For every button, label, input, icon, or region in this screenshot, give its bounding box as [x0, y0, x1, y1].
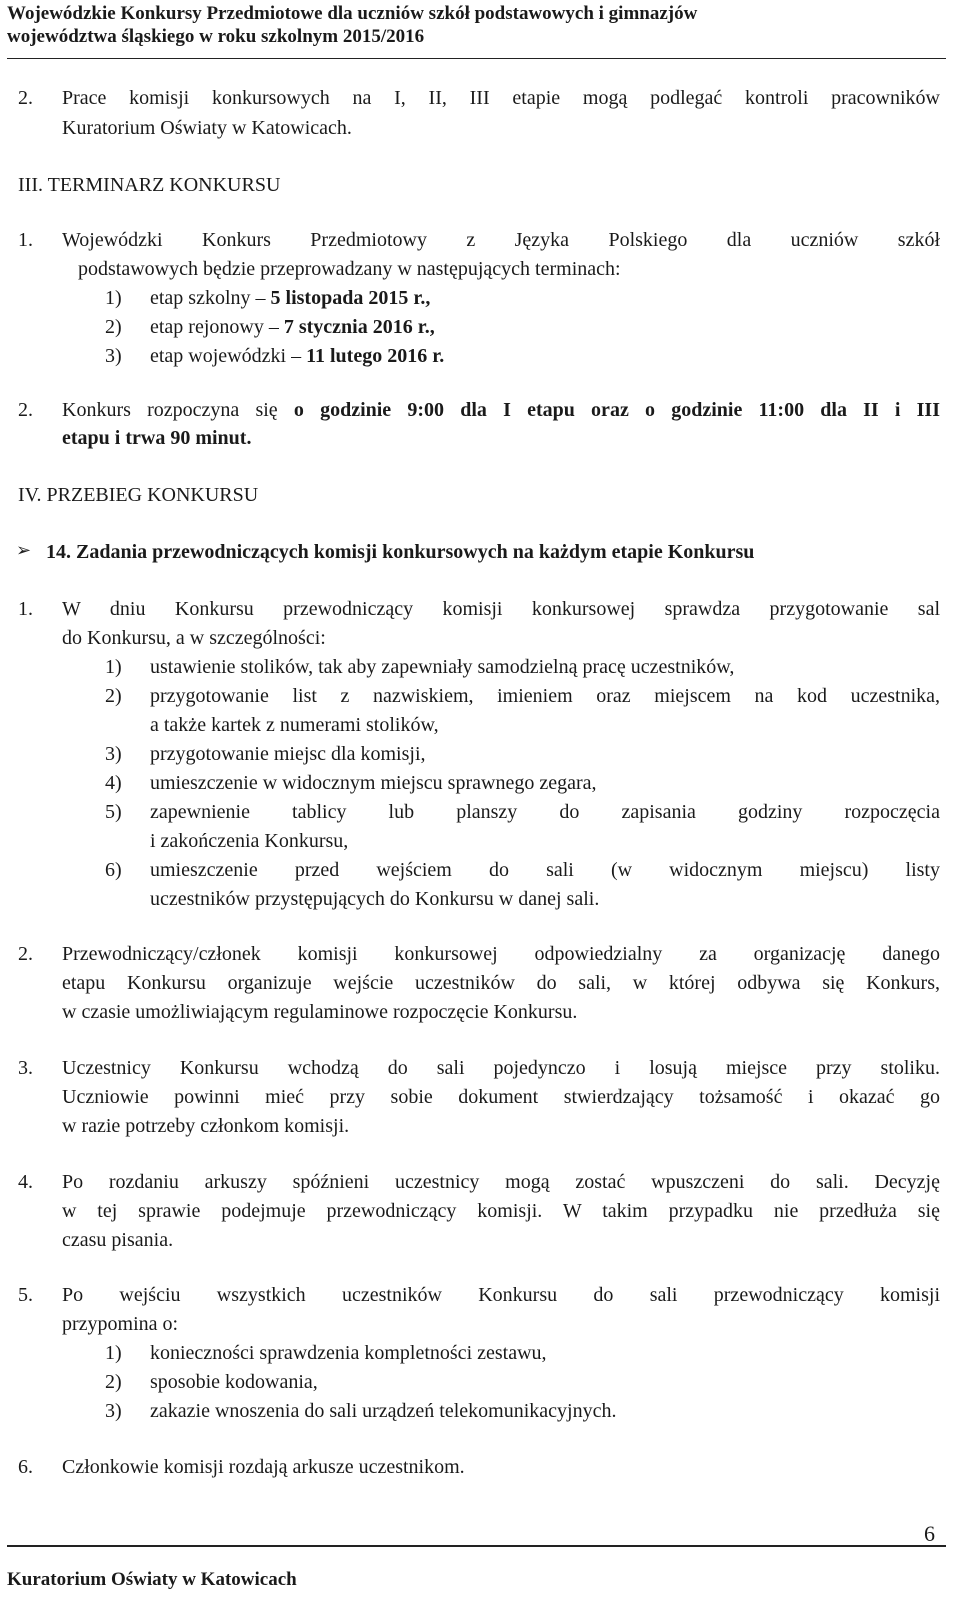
z5-item3-number: 3): [105, 1400, 122, 1422]
footer-organization: Kuratorium Oświaty w Katowicach: [7, 1569, 297, 1590]
z1-item2-line2: a także kartek z numerami stolików,: [150, 714, 439, 736]
z4-line2: w tej sprawie podejmuje przewodniczący komisji. W takim przypadku nie przedłuża się: [62, 1200, 940, 1222]
p2-number: 2.: [18, 87, 33, 109]
z1-item2-line1: przygotowanie list z nazwiskiem, imieniem oraz miejscem na kod uczestnika,: [150, 685, 940, 707]
t1-line2: podstawowych będzie przeprowadzany w następujących terminach:: [78, 258, 621, 280]
t2-bold1: o godzinie 9:00 dla I etapu oraz o godzinie 11:00 dla II i III: [293, 399, 940, 421]
z2-line3: w czasie umożliwiającym regulaminowe rozpoczęcie Konkursu.: [62, 1001, 578, 1023]
z3-line1: Uczestnicy Konkursu wchodzą do sali pojedynczo i losują miejsce przy stoliku.: [62, 1057, 940, 1079]
z4-line3: czasu pisania.: [62, 1229, 174, 1251]
t1-line1: Wojewódzki Konkurs Przedmiotowy z Języka Polskiego dla uczniów szkół: [62, 229, 940, 251]
stage2-number: 2): [105, 316, 122, 338]
z5-item2-number: 2): [105, 1371, 122, 1393]
stage3-date: 11 lutego 2016 r.: [306, 345, 445, 367]
z1-line1: W dniu Konkursu przewodniczący komisji konkursowej sprawdza przygotowanie sal: [62, 598, 940, 620]
z3-number: 3.: [18, 1057, 33, 1079]
z2-number: 2.: [18, 943, 33, 965]
z2-line1: Przewodniczący/członek komisji konkursowej odpowiedzialny za organizację danego: [62, 943, 940, 965]
stage2-row: [150, 315, 435, 339]
z5-line1: Po wejściu wszystkich uczestników Konkursu do sali przewodniczący komisji: [62, 1284, 940, 1306]
z5-item3-text: zakazie wnoszenia do sali urządzeń telekomunikacyjnych.: [150, 1400, 617, 1422]
stage1-end: ,: [425, 287, 431, 309]
z1-item6-line1: umieszczenie przed wejściem do sali (w widocznym miejscu) listy: [150, 859, 940, 881]
z5-item2-text: sposobie kodowania,: [150, 1371, 318, 1393]
section-iv-title: IV. PRZEBIEG KONKURSU: [18, 484, 259, 506]
section-iii-title: III. TERMINARZ KONKURSU: [18, 174, 281, 196]
z1-item6-number: 6): [105, 859, 122, 881]
stage3-label: etap wojewódzki –: [150, 345, 302, 367]
stage3-number: 3): [105, 345, 122, 367]
z5-item1-text: konieczności sprawdzenia kompletności zestawu,: [150, 1342, 547, 1364]
t2-bold2: etapu i trwa 90 minut.: [62, 427, 252, 449]
z2-line2: etapu Konkursu organizuje wejście uczestników do sali, w której odbywa się Konkurs,: [62, 972, 940, 994]
z1-item5-line2: i zakończenia Konkursu,: [150, 830, 349, 852]
stage3-row: [150, 344, 444, 368]
z1-item5-number: 5): [105, 801, 122, 823]
z1-item3-text: przygotowanie miejsc dla komisji,: [150, 743, 426, 765]
z4-number: 4.: [18, 1171, 33, 1193]
z6-text: Członkowie komisji rozdają arkusze uczestnikom.: [62, 1456, 465, 1478]
z4-line1: Po rozdaniu arkuszy spóźnieni uczestnicy mogą zostać wpuszczeni do sali. Decyzję: [62, 1171, 940, 1193]
z1-item6-line2: uczestników przystępujących do Konkursu w danej sali.: [150, 888, 600, 910]
arrow-bullet-icon: ➢: [16, 540, 32, 560]
z3-line3: w razie potrzeby członkom komisji.: [62, 1115, 350, 1137]
stage1-number: 1): [105, 287, 122, 309]
stage1-row: [150, 286, 430, 310]
z1-item2-number: 2): [105, 685, 122, 707]
t2-pre: Konkurs rozpoczyna się: [62, 399, 278, 421]
z1-item4-number: 4): [105, 772, 122, 794]
stage1-label: etap szkolny –: [150, 287, 266, 309]
stage2-end: ,: [429, 316, 435, 338]
z1-item1-text: ustawienie stolików, tak aby zapewniały samodzielną pracę uczestników,: [150, 656, 735, 678]
running-header-line2: województwa śląskiego w roku szkolnym 2015/2016: [7, 26, 425, 47]
stage2-date: 7 stycznia 2016 r.: [283, 316, 430, 338]
z1-item4-text: umieszczenie w widocznym miejscu sprawnego zegara,: [150, 772, 597, 794]
z5-line2: przypomina o:: [62, 1313, 179, 1335]
z1-item5-line1: zapewnienie tablicy lub planszy do zapisania godziny rozpoczęcia: [150, 801, 940, 823]
z1-number: 1.: [18, 598, 33, 620]
z1-item1-number: 1): [105, 656, 122, 678]
t2-number: 2.: [18, 399, 33, 421]
p2-line1: Prace komisji konkursowych na I, II, III etapie mogą podlegać kontroli pracowników: [62, 87, 940, 109]
page-number: 6: [924, 1521, 935, 1546]
stage2-label: etap rejonowy –: [150, 316, 279, 338]
footer-divider: [7, 1545, 946, 1547]
z6-number: 6.: [18, 1456, 33, 1478]
z1-line2: do Konkursu, a w szczególności:: [62, 627, 326, 649]
stage1-date: 5 listopada 2015 r.: [270, 287, 426, 309]
z3-line2: Uczniowie powinni mieć przy sobie dokument stwierdzający tożsamość i okazać go: [62, 1086, 940, 1108]
p2-line2: Kuratorium Oświaty w Katowicach.: [62, 117, 352, 139]
z5-number: 5.: [18, 1284, 33, 1306]
z5-item1-number: 1): [105, 1342, 122, 1364]
section-14-title: 14. Zadania przewodniczących komisji konkursowych na każdym etapie Konkursu: [46, 541, 755, 563]
t2-line1: [62, 398, 940, 422]
t2-line2: [62, 426, 251, 450]
header-divider: [7, 58, 946, 59]
z1-item3-number: 3): [105, 743, 122, 765]
running-header-line1: Wojewódzkie Konkursy Przedmiotowe dla uczniów szkół podstawowych i gimnazjów: [7, 3, 698, 24]
t1-number: 1.: [18, 229, 33, 251]
